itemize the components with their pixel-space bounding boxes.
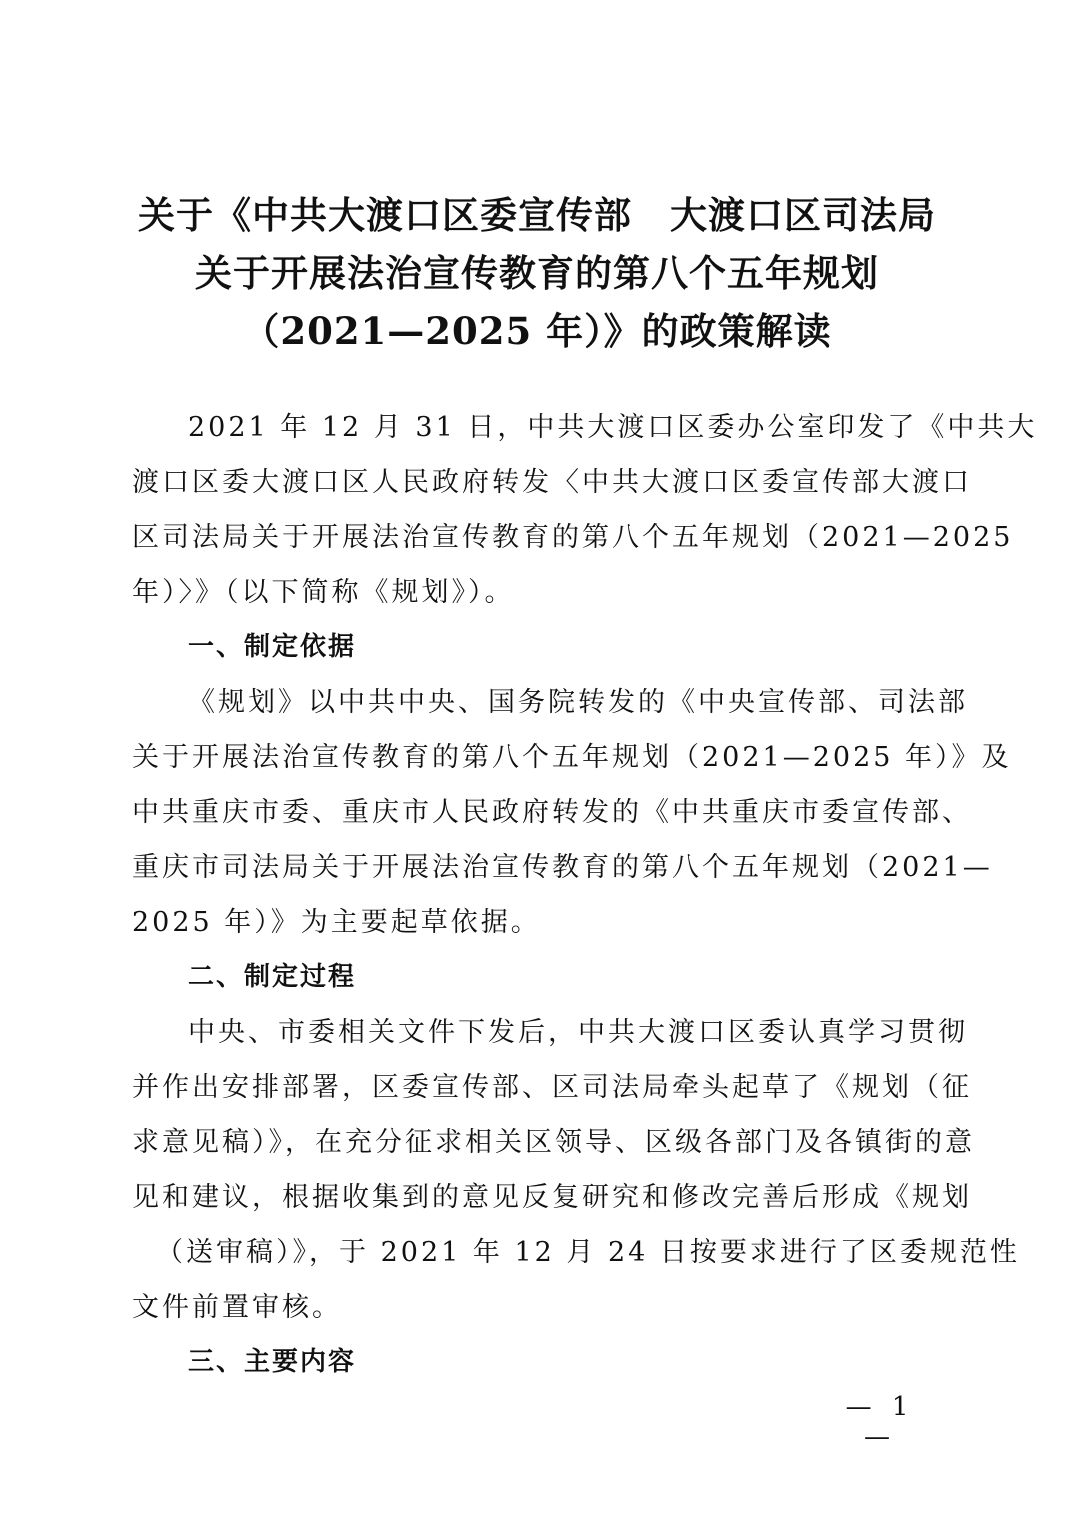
document-title xyxy=(60,186,1014,360)
title-line-2: 关于开展法治宣传教育的第八个五年规划 xyxy=(195,251,879,295)
title-line-1: 关于《中共大渡口区委宣传部 大渡口区司法局 xyxy=(138,193,936,237)
title-line-3: （2021—2025 年）》的政策解读 xyxy=(242,309,832,353)
basis-line-2: 关于开展法治宣传教育的第八个五年规划（2021—2025 年）》及 xyxy=(132,742,1012,773)
process-line-2: 并作出安排部署，区委宣传部、区司法局牵头起草了《规划（征 xyxy=(132,1072,972,1103)
document-body xyxy=(132,400,1038,1390)
section-heading-basis: 一、制定依据 xyxy=(188,632,357,662)
basis-line-1: 《规划》以中共中央、国务院转发的《中央宣传部、司法部 xyxy=(188,687,968,718)
intro-line-4: 年）〉》（以下简称《规划》）。 xyxy=(132,577,515,608)
section-heading-content: 三、主要内容 xyxy=(188,1347,357,1377)
section-heading-process: 二、制定过程 xyxy=(188,962,357,992)
basis-line-3: 中共重庆市委、重庆市人民政府转发的《中共重庆市委宣传部、 xyxy=(132,797,972,828)
basis-line-5: 2025 年）》为主要起草依据。 xyxy=(132,907,541,938)
intro-line-2: 渡口区委大渡口区人民政府转发〈中共大渡口区委宣传部大渡口 xyxy=(132,467,972,498)
basis-line-4: 重庆市司法局关于开展法治宣传教育的第八个五年规划（2021— xyxy=(132,852,993,883)
process-line-4: 见和建议，根据收集到的意见反复研究和修改完善后形成《规划 xyxy=(132,1182,972,1213)
intro-line-1: 2021 年 12 月 31 日，中共大渡口区委办公室印发了《中共大 xyxy=(188,412,1038,443)
intro-line-3: 区司法局关于开展法治宣传教育的第八个五年规划（2021—2025 xyxy=(132,522,1014,553)
page-number: — 1 — xyxy=(845,1392,915,1452)
process-line-3: 求意见稿）》，在充分征求相关区领导、区级各部门及各镇街的意 xyxy=(132,1127,975,1158)
process-line-6: 文件前置审核。 xyxy=(132,1292,342,1323)
process-line-1: 中央、市委相关文件下发后，中共大渡口区委认真学习贯彻 xyxy=(188,1017,968,1048)
process-line-5: （送审稿）》，于 2021 年 12 月 24 日按要求进行了区委规范性 xyxy=(156,1237,1020,1268)
